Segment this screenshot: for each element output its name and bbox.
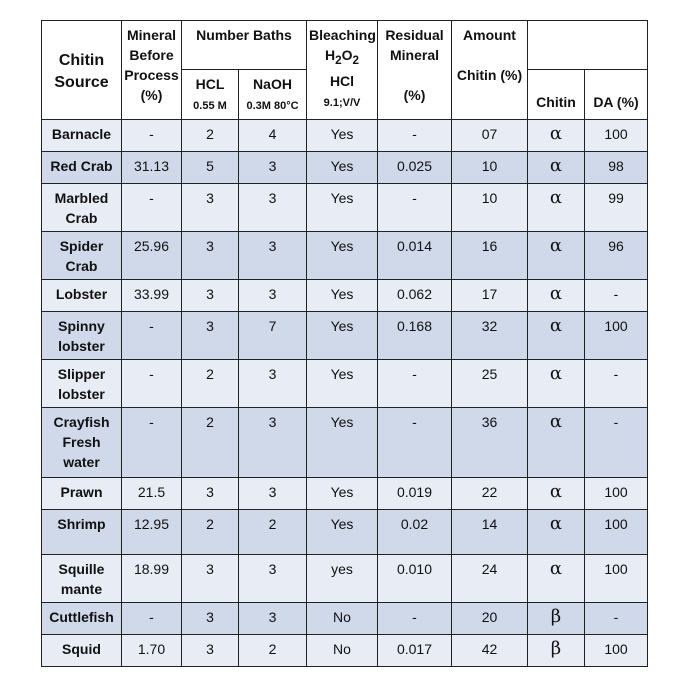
cell-amount: 20	[452, 603, 528, 635]
cell-naoh: 2	[239, 510, 307, 555]
cell-naoh: 2	[239, 635, 307, 667]
cell-bleaching: No	[307, 603, 378, 635]
cell-chitin: β	[528, 603, 585, 635]
cell-bleaching: Yes	[307, 360, 378, 408]
table-row	[42, 184, 648, 232]
cell-naoh: 3	[239, 555, 307, 603]
cell-da: 100	[585, 478, 648, 510]
cell-mineral: 31.13	[122, 152, 182, 184]
cell-hcl: 3	[182, 312, 239, 360]
cell-bleaching: Yes	[307, 120, 378, 152]
cell-mineral: -	[122, 312, 182, 360]
cell-da: -	[585, 408, 648, 478]
cell-bleaching: Yes	[307, 408, 378, 478]
cell-hcl: 2	[182, 120, 239, 152]
cell-amount: 36	[452, 408, 528, 478]
table-row	[42, 360, 648, 408]
cell-da: -	[585, 360, 648, 408]
cell-source: Shrimp	[42, 510, 122, 555]
cell-amount: 22	[452, 478, 528, 510]
cell-chitin: α	[528, 510, 585, 555]
cell-hcl: 3	[182, 280, 239, 312]
table-row	[42, 635, 648, 667]
header-chitin: Chitin	[528, 70, 585, 120]
chitin-data-table	[41, 20, 648, 667]
cell-hcl: 5	[182, 152, 239, 184]
cell-bleaching: Yes	[307, 232, 378, 280]
cell-source: Slipper lobster	[42, 360, 122, 408]
header-chitin-source: Chitin Source	[42, 21, 122, 120]
cell-chitin: α	[528, 280, 585, 312]
cell-hcl: 3	[182, 603, 239, 635]
table-body	[42, 120, 648, 667]
cell-naoh: 3	[239, 152, 307, 184]
cell-residual: -	[378, 360, 452, 408]
header-hcl: HCL 0.55 M	[182, 70, 239, 120]
cell-mineral: -	[122, 120, 182, 152]
cell-chitin: β	[528, 635, 585, 667]
table-row	[42, 510, 648, 555]
cell-residual: 0.025	[378, 152, 452, 184]
table-row	[42, 280, 648, 312]
cell-da: 99	[585, 184, 648, 232]
cell-mineral: 12.95	[122, 510, 182, 555]
cell-mineral: 1.70	[122, 635, 182, 667]
bleaching-concentration: 9.1;V/V	[323, 96, 361, 109]
table-row	[42, 603, 648, 635]
cell-residual: -	[378, 184, 452, 232]
cell-residual: -	[378, 408, 452, 478]
cell-source: Red Crab	[42, 152, 122, 184]
cell-chitin: α	[528, 360, 585, 408]
cell-naoh: 3	[239, 184, 307, 232]
cell-amount: 07	[452, 120, 528, 152]
cell-residual: 0.019	[378, 478, 452, 510]
cell-da: 100	[585, 510, 648, 555]
cell-hcl: 3	[182, 184, 239, 232]
cell-hcl: 3	[182, 635, 239, 667]
cell-bleaching: No	[307, 635, 378, 667]
table-row	[42, 408, 648, 478]
header-bleaching	[307, 21, 378, 120]
cell-source: Prawn	[42, 478, 122, 510]
cell-source: Cuttlefish	[42, 603, 122, 635]
cell-source: Crayfish Fresh water	[42, 408, 122, 478]
cell-amount: 17	[452, 280, 528, 312]
cell-chitin: α	[528, 555, 585, 603]
table-row	[42, 120, 648, 152]
cell-amount: 10	[452, 184, 528, 232]
cell-amount: 25	[452, 360, 528, 408]
table-row	[42, 152, 648, 184]
cell-amount: 14	[452, 510, 528, 555]
amount-chitin: Chitin (%)	[456, 67, 523, 83]
cell-amount: 32	[452, 312, 528, 360]
cell-chitin: α	[528, 152, 585, 184]
cell-bleaching: Yes	[307, 510, 378, 555]
cell-mineral: 33.99	[122, 280, 182, 312]
cell-bleaching: Yes	[307, 312, 378, 360]
table-row	[42, 312, 648, 360]
cell-source: Marbled Crab	[42, 184, 122, 232]
cell-chitin: α	[528, 184, 585, 232]
cell-naoh: 7	[239, 312, 307, 360]
cell-da: 96	[585, 232, 648, 280]
cell-mineral: -	[122, 603, 182, 635]
table-row	[42, 478, 648, 510]
cell-naoh: 3	[239, 232, 307, 280]
table-row	[42, 555, 648, 603]
cell-hcl: 2	[182, 360, 239, 408]
cell-residual: 0.017	[378, 635, 452, 667]
cell-naoh: 3	[239, 280, 307, 312]
cell-bleaching: Yes	[307, 184, 378, 232]
cell-naoh: 4	[239, 120, 307, 152]
bleaching-title: Bleaching	[309, 27, 376, 43]
cell-source: Squille mante	[42, 555, 122, 603]
cell-source: Barnacle	[42, 120, 122, 152]
cell-hcl: 2	[182, 408, 239, 478]
cell-source: Spider Crab	[42, 232, 122, 280]
header-number-baths: Number Baths	[182, 21, 307, 70]
cell-bleaching: yes	[307, 555, 378, 603]
cell-mineral: 21.5	[122, 478, 182, 510]
cell-residual: 0.168	[378, 312, 452, 360]
header-naoh: NaOH 0.3M 80°C	[239, 70, 307, 120]
cell-residual: 0.02	[378, 510, 452, 555]
cell-da: 100	[585, 635, 648, 667]
header-da: DA (%)	[585, 70, 648, 120]
cell-bleaching: Yes	[307, 152, 378, 184]
cell-da: 100	[585, 555, 648, 603]
cell-chitin: α	[528, 120, 585, 152]
cell-chitin: α	[528, 232, 585, 280]
cell-hcl: 3	[182, 478, 239, 510]
header-residual-mineral	[378, 21, 452, 120]
cell-residual: 0.014	[378, 232, 452, 280]
cell-chitin: α	[528, 478, 585, 510]
header-row-1	[42, 21, 648, 70]
cell-mineral: 18.99	[122, 555, 182, 603]
cell-naoh: 3	[239, 360, 307, 408]
cell-hcl: 3	[182, 232, 239, 280]
cell-naoh: 3	[239, 408, 307, 478]
cell-naoh: 3	[239, 478, 307, 510]
header-blank	[528, 21, 648, 70]
residual-unit: (%)	[403, 87, 426, 103]
cell-source: Lobster	[42, 280, 122, 312]
cell-chitin: α	[528, 312, 585, 360]
cell-da: 100	[585, 120, 648, 152]
cell-bleaching: Yes	[307, 280, 378, 312]
cell-mineral: -	[122, 184, 182, 232]
cell-source: Squid	[42, 635, 122, 667]
table-row	[42, 232, 648, 280]
cell-source: Spinny lobster	[42, 312, 122, 360]
cell-mineral: -	[122, 408, 182, 478]
cell-amount: 24	[452, 555, 528, 603]
cell-mineral: -	[122, 360, 182, 408]
header-amount	[452, 21, 528, 120]
cell-amount: 42	[452, 635, 528, 667]
cell-hcl: 2	[182, 510, 239, 555]
cell-amount: 10	[452, 152, 528, 184]
cell-residual: -	[378, 603, 452, 635]
amount-title: Amount	[463, 27, 516, 43]
bleaching-hcl: HCl	[329, 72, 355, 89]
cell-chitin: α	[528, 408, 585, 478]
cell-naoh: 3	[239, 603, 307, 635]
cell-da: 98	[585, 152, 648, 184]
cell-da: 100	[585, 312, 648, 360]
cell-da: -	[585, 603, 648, 635]
cell-mineral: 25.96	[122, 232, 182, 280]
cell-residual: 0.010	[378, 555, 452, 603]
cell-residual: 0.062	[378, 280, 452, 312]
residual-title: Residual Mineral	[385, 27, 444, 63]
cell-amount: 16	[452, 232, 528, 280]
cell-residual: -	[378, 120, 452, 152]
bleaching-h2o2: $H_2O_2$	[325, 47, 359, 67]
cell-bleaching: Yes	[307, 478, 378, 510]
cell-hcl: 3	[182, 555, 239, 603]
cell-da: -	[585, 280, 648, 312]
header-mineral-before: Mineral Before Process (%)	[122, 21, 182, 120]
